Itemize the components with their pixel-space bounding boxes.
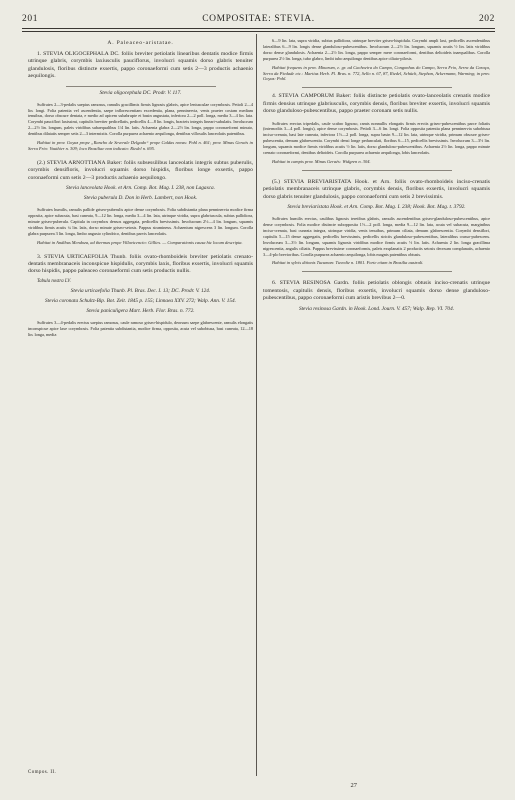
species-diagnosis: (2.) STEVIA ARNOTTIANA Baker: foliis subsessilibus lanceolatis integris subtus puberulis, corymbis densifloris, involucri squamis dorso hispidis, floribus longe exsertis, pappo coronaeformi cum setis 2—3 productis achaenio aequilongo. xyxy=(28,159,253,181)
page-number-left: 201 xyxy=(22,14,39,24)
species-description: Suffrutex 3—4-pedalis erectus saepius ramosus, caule ramoso griseo-hispidulo, deorsum saepe glabrescente, ramulis elongatis inconspicue apice laxe corymbosis. Folia patentia subdistantia, modice firma, opposita, acuta vel subobtusa, basi cuneata, 12—18 lin. longa, media xyxy=(28,319,253,337)
species-entry-5 xyxy=(263,179,490,272)
header-rule-top xyxy=(22,28,495,29)
left-column xyxy=(28,34,253,776)
separator xyxy=(302,87,452,88)
species-habitat: Habitat in sylvis ditionis Tucuman: Tweedie n. 1801. Forte etiam in Brasilia australi. xyxy=(272,260,424,266)
signature-mark: Compos. II. xyxy=(28,770,57,775)
sheet-number: 27 xyxy=(350,782,357,789)
running-title: COMPOSITAE: STEVIA. xyxy=(202,14,315,24)
species-synonym: Stevia lanceolata Hook. et Arn. Comp. Bot. Mag. I. 238, non Lagasca. xyxy=(66,185,215,192)
species-diagnosis: 3. STEVIA URTICAEFOLIA Thunb. foliis ovato-rhomboideis breviter petiolatis crenato-dentatis membranaceis inconspicue hispidulis, corymbis laxis, floribus exsertis, involucri squamis dorso hispidis, pappo paleaceo coronaeformi cum setis productis nullis. xyxy=(28,253,253,275)
separator xyxy=(66,86,216,87)
species-habitat: Habitat in prov. Goyaz prope „Rancho de Severale Delgado“ prope Caldas novas: Pohl n. 461; prov. Minas Geraës in Serra Frio: Vauthier n. 309; loco Brasiliae non indicato: Riedel n. 695. xyxy=(28,140,253,151)
column-divider xyxy=(256,34,257,776)
species-description: Suffrutex 2—3-pedalis saepius ramosus, ramulis gracillimis firmis lignosis glabris, apice leniusculae corymbosis. Petioli 2—4 lin. longi. Folia patentia vel ascendentia, saepe inflorescentiam excedentia, plana, penninervia, venis praeter costam mediam tenuibus, dorso obscure dentata, e medio ad apicem subabrupte et basin angustata, inferiora 2—2 poll. longa, media 3—4 lin. lata. Corymbi pauciflori laxissimi, capitulis breviter pedicellatis, pedicellis 4—8 lin. longis, bracteis integris lineari-subulatis. Involucrum 2—2½ lin. longum, paleis viridibus subaequalibus 1/4 lin. latis. Achaenia glabra 2—2½ lin. longa, pappo coronaeformi minuto, dentibus dilatatis semper setis 2—3 intermixtis. Corolla purpurea achaenio aequilonga, dentibus villosulis lanceolatis patentibus. xyxy=(28,101,253,137)
species-description: Suffrutex humilis, ramulis pallide griseo-puberulis apice dense corymbosis. Folia subdistantia plana penninervia modice firma opposita, apice subacuta, basi cuneata, 9—12 lin. longa, media 3—4 lin. lata, utrinque viridia, supra glabriuscula, subtus pallidiora, minute griseo-puberula. Capitula in corymbos densos aggregata, pedicellis brevissimis. Involucrum 2½—4 lin. longum, squamis viridibus firmis acutis ¼ lin. latis, dorso minute griseo-setosis. Pappus stramineus. Achaenium nigrescens 3 lin. longum. Corolla glabra purpurea 3 lin. longa, limbo angusto cylindrico, dentibus parvis lanceolatis. xyxy=(28,207,253,236)
section-heading: A. Paleaceo-aristatae. xyxy=(107,40,174,46)
species-diagnosis: (5.) STEVIA BREVIARISTATA Hook. et Arn. foliis ovato-rhomboideis inciso-crenatis petiolatis membranaceis utrinque glabris, corymbis densis, floribus exsertis, involucri squamis dorso glabris tenuiter glandulosis, pappo coronaeformi cum setis 2 brevissimis. xyxy=(263,178,490,200)
species-habitat: Habitat frequens in prov. Minarum, e. gr. ad Cachoeira do Campo, Congonhas do Campo, Serra Frio, Serra da Caraça, Serra da Piedade etc.: Martius Herb. Fl. Bras. n. 772, Sello n. 67, 87, Riedel, Schüch, Stephan, Ackermann, Warming; in prov. Goyaz: Pohl. xyxy=(263,64,490,82)
species-synonym: Stevia breviaristata Hook. et Arn. Comp. Bot. Mag. I. 238; Hook. Bot. Mag. t. 3792. xyxy=(287,204,466,211)
species-description-continued: 6—9 lin. lata, supra viridia, subtus pallidiora, utrinque breviter griseo-hispidula. Corymbi ampli laxi, pedicellis ascendentibus lateralibus 6—9 lin. longis dense glanduloso-pubescentibus. Involucrum 2—2½ lin. longum, squamis acutis ½ lin. latis viridibus dorso dense glandulosis. Achaenia 2—2½ lin. longa, pappo semper mere coronaeformi, dentibus deltoideis inaequalibus. Corolla purpurea 2½ lin. longa, tubo glabro, limbi tubo aequilongo dentibus apice ciliato-pilosis. xyxy=(263,38,490,61)
species-entry-1 xyxy=(28,51,253,152)
species-entry-3 xyxy=(28,254,253,338)
species-synonym: Stevia oligocephala DC. Prodr. V. 117. xyxy=(99,89,182,96)
species-diagnosis: 6. STEVIA RESINOSA Gardn. foliis petiolatis oblongis obtusis inciso-crenatis utrinque tomentosis, capitulis densis, floribus exsertis, involucri squamis dorso dense glanduloso-pubescentibus, pappo coronaeformi cum aristis brevibus 2—0. xyxy=(263,280,490,302)
species-habitat: Habitat in Andibus Mendoza, ad thermas prope Villavicencio: Gillies. — Comparationis causa hic locum descripta. xyxy=(37,239,243,245)
species-entry-2 xyxy=(28,160,253,246)
species-entry-4 xyxy=(263,93,490,171)
species-diagnosis: 1. STEVIA OLIGOCEPHALA DC. foliis breviter petiolatis linearibus dentatis modice firmis utrinque glabris, corymbis laxiusculis pauciflorus, involucri squamis dorso glabris tenuiter glandulosis, floribus distincte exsertis, pappo coronaeformi cum setis 2—3 productis achaenio aequilongis. xyxy=(28,51,253,80)
species-synonym: Stevia urticaefolia Thunb. Pl. Bras. Dec. I. 13; DC. Prodr. V. 124. xyxy=(70,287,211,294)
species-diagnosis: 4. STEVIA CAMPORUM Baker: foliis distincte petiolatis ovato-lanceolatis crenatis modice firmis densius utrinque glabriusculis, corymbis densis, floribus breviter exsertis, involucri squamis dorso glanduloso-pubescentibus, pappo praeter coronam setis nullis. xyxy=(263,93,490,115)
right-column xyxy=(263,34,490,776)
species-description: Suffrutex humilis erectus, caulibus lignosis teretibus glabris, ramulis ascendentibus griseo-glanduloso-pubescentibus, apice dense corymbosis. Folia modice distincte subopposita 1½—2 poll. longa, media 9—12 lin. lata, acuta vel subacuta, marginibus inciso-crenata, basi cuneata integra, utrinque viridia, venis tenuibus, primum ciliata, demum glabrescentia. Corymbi densiflori, capitulis 5—15 dense aggregatis, pedicellis brevissimis, pedicellis strictis glanduloso-pubescentibus, lateralibus crasso-pubescens. Involucrum 3—3½ lin. longum, squamis lignosis viridibus modice firmis acutis ½ lin. latis. Achaenia 2 lin. longa gracillima nigrescentia, angulis ciliatis. Pappus brevissime coronaeformis, paleis exsplanatis 2 productis setosis deorsum complanatis, achaenio 3—4-plo brevioribus. Corolla purpurea achaenio aequilonga, lobis magnis patentibus obtusis. xyxy=(263,216,490,257)
species-synonym: Stevia puberula D. Don in Herb. Lambert, non Hook. xyxy=(83,195,198,202)
running-head xyxy=(22,14,495,28)
plate-reference: Tabula nostra LV. xyxy=(37,278,71,284)
page-number-right: 202 xyxy=(478,14,495,24)
species-entry-6 xyxy=(263,280,490,312)
separator xyxy=(302,271,452,272)
species-description: Suffrutex erectus tripedalis, caule scabro lignoso, ramis nonnullis elongatis firmis erectis griseo-pubescentibus parce foliatis (internodiis 3—4 poll. longis), apice dense corymbosis. Petioli 3—6 lin. longi. Folia opposita patentia plana penninervia subobtusa inciso-crenata, basi late cuneata, inferiora 1½—2 poll. longa, supra basin 9—12 lin. lata, utrinque viridia, primum obscure griseo-pubescentia, demum glabrescentia. Corymbi densi longe pedunculati, floribus 6—15, pedicellis brevissimis. Involucrum 3—3½ lin. longum, squamis modice firmis viridibus acutis ½ lin. latis, dorso glanduloso-pubescentibus. Achaenia 2½ lin. longa, pappo minute crenato coronaeformi, dentibus deltoideis. Corolla purpurea achaenio aequilonga, lobis lanceolatis. xyxy=(263,120,490,156)
header-rule-bottom xyxy=(22,31,495,32)
species-habitat: Habitat in campis prov. Minas Geraës: Widgren n. 304. xyxy=(272,159,371,164)
separator xyxy=(302,170,452,171)
text-columns xyxy=(22,34,495,776)
species-synonym: Stevia resinosa Gardn. in Hook. Lond. Journ. V. 457; Walp. Rep. VI. 704. xyxy=(298,305,455,312)
species-synonym: Stevia paniculigera Mart. Herb. Flor. Bras. n. 772. xyxy=(86,307,195,314)
species-synonym: Stevia coronata Schultz-Bip. Bot. Zeit. 1845 p. 155; Linnaea XXV. 272; Walp. Ann. V. 154. xyxy=(44,297,237,304)
